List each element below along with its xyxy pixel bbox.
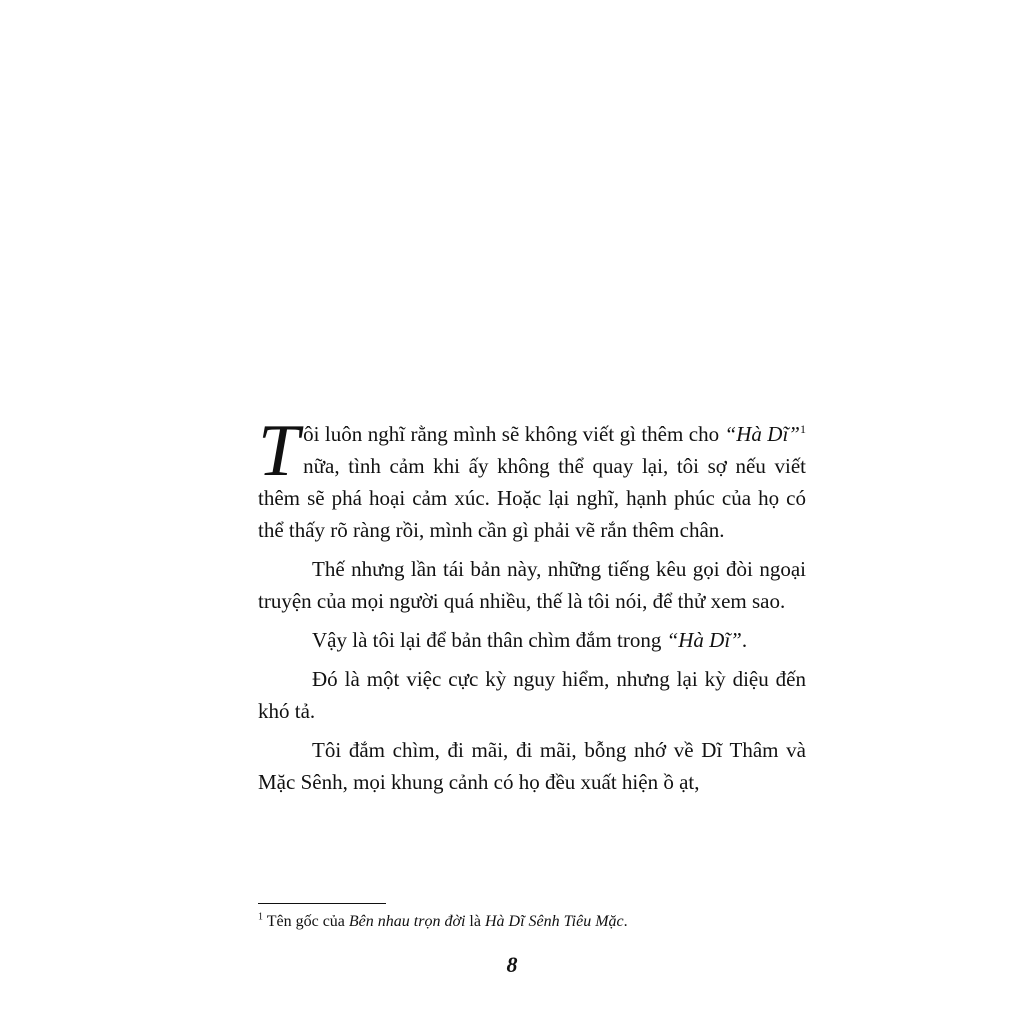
paragraph-5: Tôi đắm chìm, đi mãi, đi mãi, bỗng nhớ về Dĩ Thâm và Mặc Sênh, mọi khung cảnh có họ đều xuất hiện ồ ạt, (258, 738, 806, 794)
paragraph-2: Thế nhưng lần tái bản này, những tiếng kêu gọi đòi ngoại truyện của mọi người quá nhiều, thế là tôi nói, để thử xem sao. (258, 557, 806, 613)
footnote-text-end: . (623, 913, 628, 930)
footnote-title-2: Hà Dĩ Sênh Tiêu Mặc (484, 913, 624, 930)
footnote-rule (258, 903, 386, 904)
p3-end: . (741, 628, 748, 652)
paragraph-3 (258, 624, 806, 656)
footnote-title-1: Bên nhau trọn đời (348, 913, 466, 930)
p1-title: “Hà Dĩ” (724, 422, 800, 446)
footnote-ref: 1 (800, 422, 806, 436)
paragraph-4: Đó là một việc cực kỳ nguy hiểm, nhưng lại kỳ diệu đến khó tả. (258, 667, 806, 723)
footnote-text-start: Tên gốc của (263, 913, 349, 930)
drop-cap: T (258, 410, 300, 492)
footnote-marker: 1 (258, 911, 263, 923)
p1-rest: nữa, tình cảm khi ấy không thể quay lại, tôi sợ nếu viết thêm sẽ phá hoại cảm xúc. Hoặc lại nghĩ, hạnh phúc của họ có thể thấy rõ ràng rồi, mình cần gì phải vẽ rắn thêm chân. (258, 454, 806, 542)
paragraph-1 (258, 410, 806, 546)
footnote-text-mid: là (465, 913, 485, 930)
p3-start: Vậy là tôi lại để bản thân chìm đắm trong (312, 628, 667, 652)
p1-start: ôi luôn nghĩ rằng mình sẽ không viết gì thêm cho (303, 422, 725, 446)
footnote (258, 912, 818, 932)
p3-title: “Hà Dĩ” (666, 628, 742, 652)
body-text (258, 410, 806, 798)
page-number: 8 (506, 952, 518, 977)
